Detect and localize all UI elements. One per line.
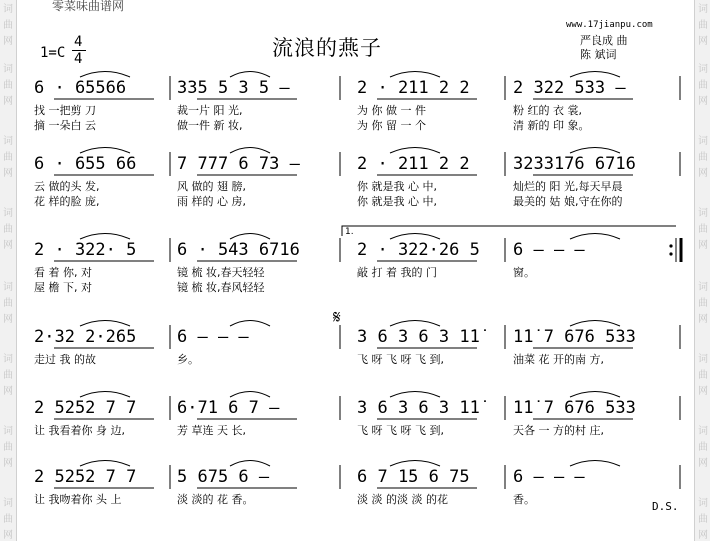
slur-arc (390, 392, 440, 398)
lyric-verse-2: 你 就是我 心 中, (357, 195, 437, 208)
song-title: 流浪的燕子 (272, 36, 382, 60)
measure-notes: 7 777 6 73 – (177, 154, 300, 174)
lyric-verse-1: 油菜 花 开的南 方, (513, 353, 604, 366)
watermark-char: 曲 (3, 80, 13, 91)
lyric-verse-1: 淡 淡的 花 香。 (177, 493, 254, 506)
measure-notes: 6 – – – (177, 327, 249, 347)
lyric-verse-1: 看 着 你, 对 (34, 266, 92, 279)
time-signature-top: 4 (74, 34, 83, 50)
watermark-char: 网 (3, 530, 13, 541)
measure-notes: 6 – – – (513, 467, 585, 487)
watermark-char: 网 (3, 36, 13, 47)
measure-notes: 2 5252 7 7 (34, 467, 137, 487)
slur-arc (80, 392, 130, 398)
watermark-char: 网 (3, 386, 13, 397)
slur-arc (80, 321, 130, 327)
watermark-char: 曲 (3, 370, 13, 381)
watermark-char: 词 (698, 64, 708, 75)
lyric-verse-1: 敲 打 着 我的 门 (357, 266, 437, 279)
segno-sign: 𝄋 (333, 307, 341, 328)
watermark-char: 网 (698, 240, 708, 251)
measure-notes: 2 5252 7 7 (34, 398, 137, 418)
watermark-char: 曲 (3, 298, 13, 309)
watermark-char: 词 (698, 498, 708, 509)
lyric-verse-2: 摘 一朵白 云 (34, 119, 96, 132)
measure-notes: 6 · 543 6716 (177, 240, 300, 260)
watermark-char: 网 (698, 530, 708, 541)
watermark-char: 网 (3, 240, 13, 251)
lyric-verse-1: 裁一片 阳 光, (177, 104, 243, 117)
slur-arc (80, 234, 130, 240)
measure-notes: 335 5 3 5 – (177, 78, 290, 98)
watermark-char: 曲 (3, 514, 13, 525)
watermark-char: 词 (3, 4, 13, 15)
measure-notes: 2 · 322·26 5 (357, 240, 480, 260)
slur-arc (230, 148, 270, 154)
watermark-char: 网 (698, 168, 708, 179)
measure-notes: 6 · 655 66 (34, 154, 137, 174)
measure-notes: 6·7̇1 6 7 – (177, 398, 280, 418)
watermark-char: 曲 (3, 152, 13, 163)
lyric-verse-1: 飞 呀 飞 呀 飞 到, (357, 353, 444, 366)
lyric-verse-1: 找 一把剪 刀 (34, 104, 96, 117)
lyric-verse-1: 灿烂的 阳 光,每天早晨 (513, 180, 623, 193)
measure-notes: 3233176 6716 (513, 154, 636, 174)
slur-arc (390, 461, 440, 467)
measure-notes: 6 7 1̇5 6 75 (357, 467, 470, 487)
watermark-char: 曲 (3, 224, 13, 235)
watermark-char: 曲 (3, 442, 13, 453)
lyric-verse-1: 窗。 (513, 266, 535, 279)
repeat-dot (669, 252, 672, 255)
lyric-verse-2: 雨 样的 心 房, (177, 195, 246, 208)
watermark-char: 曲 (698, 80, 708, 91)
composer-credit: 严良成 曲 (580, 34, 628, 47)
watermark-char: 词 (3, 354, 13, 365)
lyric-verse-1: 乡。 (177, 353, 199, 366)
lyric-verse-2: 屋 檐 下, 对 (34, 281, 92, 294)
lyric-verse-1: 飞 呀 飞 呀 飞 到, (357, 424, 444, 437)
lyric-verse-1: 风 做的 翅 膀, (177, 180, 246, 193)
watermark-char: 词 (3, 64, 13, 75)
lyric-verse-1: 云 做的头 发, (34, 180, 100, 193)
measure-notes: 2 · 322· 5 (34, 240, 137, 260)
lyric-verse-2: 最美的 姑 娘,守在你的 (513, 195, 623, 208)
watermark-char: 网 (3, 458, 13, 469)
measure-notes: 2 · 211 2 2 (357, 78, 470, 98)
volta-label: 1. (345, 227, 354, 237)
watermark-char: 词 (698, 426, 708, 437)
slur-arc (230, 234, 270, 240)
measure-notes: 5 675 6 – (177, 467, 270, 487)
watermark-char: 词 (3, 208, 13, 219)
watermark-char: 网 (698, 36, 708, 47)
lyric-verse-1: 走过 我 的故 (34, 353, 96, 366)
watermark-char: 网 (3, 314, 13, 325)
lyric-verse-2: 镜 梳 妆,春风轻轻 (177, 281, 265, 294)
watermark-char: 曲 (3, 20, 13, 31)
watermark-char: 网 (698, 386, 708, 397)
measure-notes: 6 – – – (513, 240, 585, 260)
watermark-char: 曲 (698, 152, 708, 163)
lyric-verse-1: 你 就是我 心 中, (357, 180, 437, 193)
lyric-verse-1: 天各 一 方的村 庄, (513, 424, 604, 437)
lyric-verse-2: 清 新的 印 象。 (513, 119, 590, 132)
slur-arc (390, 72, 440, 78)
slur-arc (570, 392, 620, 398)
lyric-verse-1: 让 我吻着你 头 上 (34, 493, 122, 506)
slur-arc (570, 321, 620, 327)
volta-bracket (342, 226, 676, 236)
measure-notes: 1̇1̇ 7 676 533 (513, 327, 636, 347)
watermark-char: 词 (3, 136, 13, 147)
measure-notes: 2·32 2·265 (34, 327, 137, 347)
measure-notes: 2 322 533 – (513, 78, 626, 98)
watermark-char: 词 (698, 282, 708, 293)
watermark-char: 曲 (698, 442, 708, 453)
lyricist-credit: 陈 斌词 (580, 48, 617, 61)
dal-segno-mark: D.S. (652, 500, 679, 513)
site-url: www.17jianpu.com (566, 20, 653, 30)
slur-arc (570, 461, 620, 467)
measure-notes: 6 · 65566 (34, 78, 127, 98)
lyric-verse-1: 芳 草连 天 长, (177, 424, 246, 437)
slur-arc (570, 148, 620, 154)
lyric-verse-1: 香。 (513, 493, 535, 506)
measure-notes: 1̇1̇ 7 676 533 (513, 398, 636, 418)
repeat-dot (669, 244, 672, 247)
watermark-char: 曲 (698, 298, 708, 309)
watermark-char: 网 (698, 458, 708, 469)
watermark-char: 曲 (698, 514, 708, 525)
watermark-char: 词 (3, 282, 13, 293)
watermark-char: 网 (698, 314, 708, 325)
watermark-char: 词 (698, 4, 708, 15)
slur-arc (80, 461, 130, 467)
watermark-char: 网 (3, 96, 13, 107)
watermark-char: 词 (698, 208, 708, 219)
slur-arc (390, 148, 440, 154)
slur-arc (390, 321, 440, 327)
watermark-char: 词 (3, 426, 13, 437)
lyric-verse-1: 为 你 做 一 件 (357, 104, 426, 117)
lyric-verse-1: 淡 淡 的淡 淡 的花 (357, 493, 448, 506)
watermark-char: 网 (3, 168, 13, 179)
key-signature: 1=C (40, 45, 66, 61)
time-signature-bottom: 4 (74, 51, 83, 67)
slur-arc (230, 72, 270, 78)
slur-arc (570, 72, 620, 78)
slur-arc (230, 392, 270, 398)
watermark-char: 曲 (698, 224, 708, 235)
lyric-verse-2: 为 你 留 一 个 (357, 119, 426, 132)
watermark-char: 网 (698, 96, 708, 107)
slur-arc (230, 461, 270, 467)
lyric-verse-1: 镜 梳 妆,春天轻轻 (177, 266, 265, 279)
measure-notes: 3 6 3 6 3 1̇1̇ (357, 327, 480, 347)
lyric-verse-1: 粉 红的 衣 裳, (513, 104, 582, 117)
measure-notes: 3 6 3 6 3 1̇1̇ (357, 398, 480, 418)
watermark-char: 曲 (698, 20, 708, 31)
lyric-verse-2: 做一件 新 妆, (177, 119, 243, 132)
measure-notes: 2 · 211 2 2 (357, 154, 470, 174)
watermark-char: 词 (698, 136, 708, 147)
watermark-char: 词 (3, 498, 13, 509)
lyric-verse-2: 花 样的脸 庞, (34, 195, 100, 208)
cropped-header-text: 零菜味曲谱网 (52, 0, 125, 12)
slur-arc (230, 321, 270, 327)
slur-arc (80, 72, 130, 78)
slur-arc (390, 234, 440, 240)
slur-arc (570, 234, 620, 240)
watermark-char: 词 (698, 354, 708, 365)
lyric-verse-1: 让 我看着你 身 边, (34, 424, 125, 437)
watermark-char: 曲 (698, 370, 708, 381)
slur-arc (80, 148, 130, 154)
